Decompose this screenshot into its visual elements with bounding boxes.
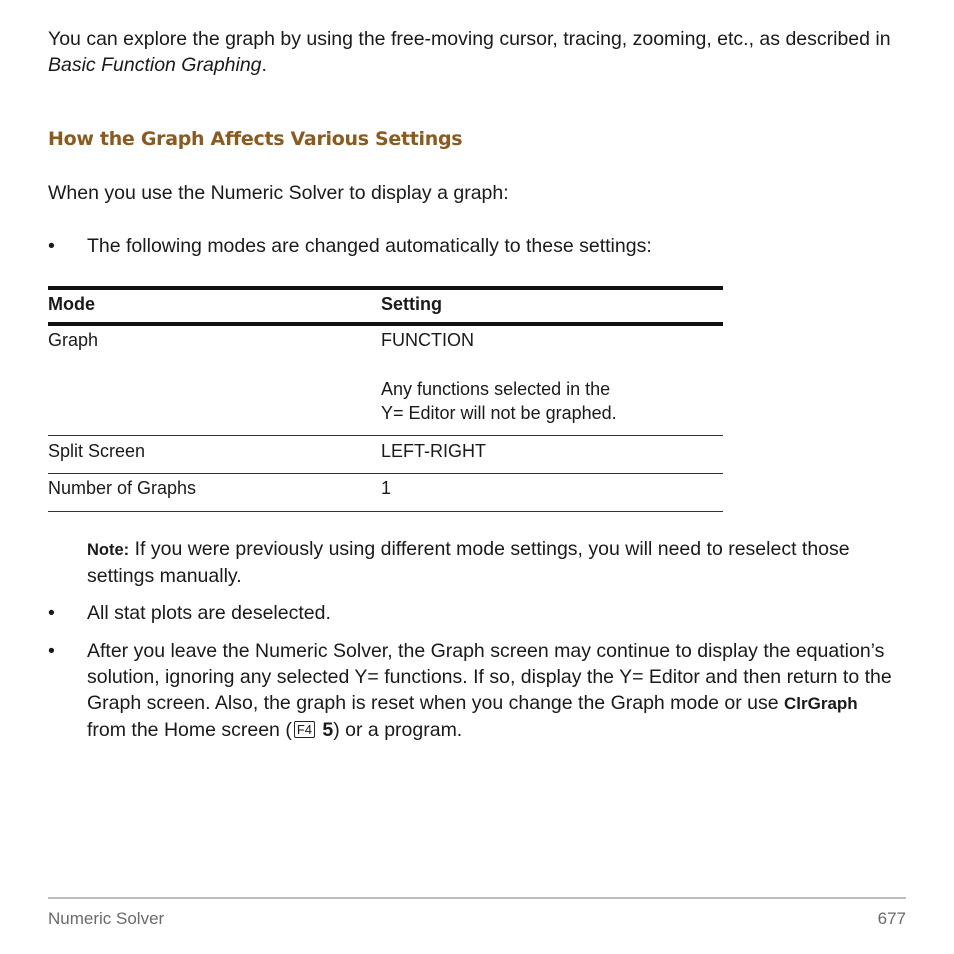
bullet-modes-changed: The following modes are changed automatically to these settings: [87,235,652,257]
row-setting: LEFT-RIGHT [381,441,487,461]
row-mode: Split Screen [48,441,146,461]
bullet-dot: • [48,640,55,662]
intro-text: You can explore the graph by using the free-moving cursor, tracing, zooming, etc., as described in [48,28,891,50]
bullet-dot: • [48,602,55,624]
table-top-rule [48,286,723,290]
note-text: If you were previously using different mode settings, you will need to reselect those settings manually. [87,538,850,587]
footer-rule [48,897,906,899]
section-heading: How the Graph Affects Various Settings [48,128,463,150]
footer-section-name: Numeric Solver [48,909,165,928]
table-header-mode: Mode [48,294,95,314]
row-setting: FUNCTION [381,330,474,350]
row-mode: Graph [48,330,99,350]
row-setting: 1 [381,478,392,498]
bullet-stat-plots: All stat plots are deselected. [87,602,331,624]
table-row-divider [48,473,723,474]
bullet3-text-middle: from the Home screen ( [87,719,292,741]
footer-page-number: 677 [877,909,906,928]
table-header-setting: Setting [381,294,442,314]
bullet-dot: • [48,235,55,257]
table-header-rule [48,322,723,326]
bullet3-text-end: ) or a program. [333,719,463,741]
row-mode: Number of Graphs [48,478,197,498]
intro-paragraph [48,26,908,78]
bullet-graph-screen [87,638,902,743]
intro-text-end: . [261,54,267,76]
table-row-divider [48,435,723,436]
note-paragraph [87,536,902,589]
row-setting-note: Y= Editor will not be graphed. [381,403,617,423]
intro-italic-reference: Basic Function Graphing [48,54,262,76]
row-setting-note: Any functions selected in the [381,379,611,399]
table-bottom-rule [48,511,723,512]
bullet3-text: After you leave the Numeric Solver, the Graph screen may continue to display the equation’s solution, ignoring any selected Y= functions. If so, display the Y= Editor and then return to the Graph screen. Also, the graph is reset when you change the Graph mode or use [87,640,892,714]
clrgraph-command: ClrGraph [784,694,858,713]
f4-key-icon: F4 [294,721,315,738]
key-number: 5 [317,719,334,741]
lead-sentence: When you use the Numeric Solver to display a graph: [48,182,509,204]
note-label: Note: [87,541,130,559]
